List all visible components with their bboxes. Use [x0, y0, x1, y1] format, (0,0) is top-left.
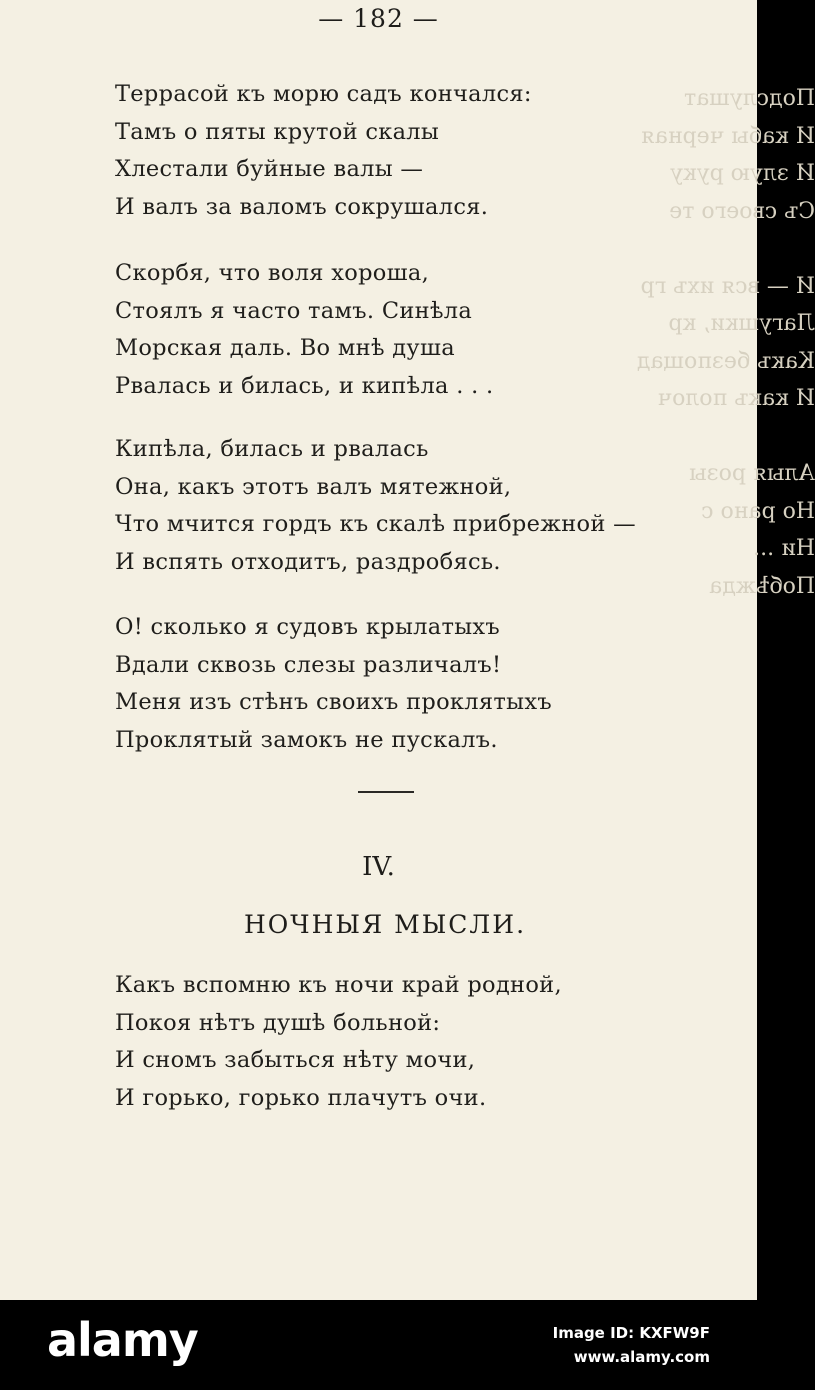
verse-line: Меня изъ стѣнъ своихъ проклятыхъ — [115, 689, 552, 715]
watermark-footer — [0, 1300, 757, 1390]
page-number: — 182 — — [318, 4, 439, 33]
verse-line: Скорбя, что воля хороша, — [115, 260, 430, 286]
image-id: Image ID: KXFW9F — [552, 1324, 710, 1342]
verse-line: Хлестали буйные валы — — [115, 156, 424, 182]
verse-line: Стоялъ я часто тамъ. Синѣла — [115, 297, 473, 324]
bleed-through-text: Подслушат И кабы черная И злую руку Съ своего те И — вся ихъ гр Лагушки, кр Какъ безпощад И какъ полоч Алыя розы Но рано с Ни ... Побѣжда — [636, 86, 815, 599]
verse-line: Она, какъ этотъ валъ мятежной, — [115, 473, 512, 500]
verse-line: Морская даль. Во мнѣ душа — [115, 335, 455, 361]
site-url: www.alamy.com — [573, 1348, 710, 1366]
verse-line: Какъ вспомню къ ночи край родной, — [115, 972, 562, 998]
image-id-label — [553, 1321, 710, 1369]
verse-line: Рвалась и билась, и кипѣла . . . — [115, 372, 494, 399]
stanza-3 — [115, 431, 636, 581]
section-title: НОЧНЫЯ МЫСЛИ. — [243, 910, 527, 939]
alamy-logo: alamy — [47, 1313, 198, 1367]
verse-line: Вдали сквозь слезы различалъ! — [115, 651, 502, 678]
verse-line: Террасой къ морю садъ кончался: — [115, 81, 532, 107]
verse-line: И валъ за валомъ сокрушался. — [115, 193, 489, 220]
verse-line: Кипѣла, билась и рвалась — [115, 436, 429, 462]
stanza-4 — [115, 609, 552, 759]
section-divider — [358, 791, 414, 793]
stanza-2 — [115, 255, 493, 405]
verse-line: И горько, горько плачутъ очи. — [115, 1084, 487, 1111]
verse-line: И вспять отходитъ, раздробясь. — [115, 548, 501, 575]
section-number: IV. — [362, 852, 395, 882]
verse-line: Тамъ о пяты крутой скалы — [115, 118, 440, 145]
stanza-5 — [115, 967, 562, 1117]
verse-line: Покоя нѣтъ душѣ больной: — [115, 1009, 441, 1036]
verse-line: И сномъ забыться нѣту мочи, — [115, 1047, 476, 1073]
verse-line: О! сколько я судовъ крылатыхъ — [115, 614, 501, 640]
stanza-1 — [115, 76, 532, 226]
verse-line: Что мчится гордъ къ скалѣ прибрежной — — [115, 511, 636, 537]
verse-line: Проклятый замокъ не пускалъ. — [115, 726, 498, 753]
